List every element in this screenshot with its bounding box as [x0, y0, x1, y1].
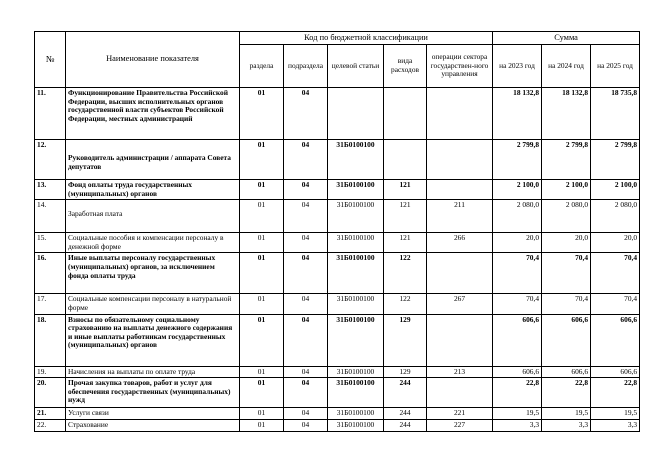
header-name: Наименование показателя — [66, 32, 240, 88]
row-target-item: 31Б0100100 — [328, 233, 384, 253]
row-podrazdel: 04 — [284, 140, 328, 180]
row-sum-2024: 606,6 — [542, 314, 591, 366]
header-razdela: раздела — [240, 45, 284, 88]
row-target-item — [328, 88, 384, 140]
header-vida-rashodov: вида расходов — [384, 45, 427, 88]
row-sum-2023: 606,6 — [493, 366, 542, 378]
header-sum: Сумма — [493, 32, 640, 45]
row-razdel: 01 — [240, 314, 284, 366]
row-podrazdel: 04 — [284, 200, 328, 233]
row-sum-2024: 2 100,0 — [542, 180, 591, 200]
header-budget-code: Код по бюджетной классификации — [240, 32, 493, 45]
row-sum-2025: 606,6 — [591, 314, 640, 366]
row-name: Социальные пособия и компенсации персоналу в денежной форме — [66, 233, 240, 253]
row-number: 14. — [35, 200, 66, 233]
row-kosgu — [427, 180, 493, 200]
row-sum-2023: 70,4 — [493, 294, 542, 314]
table-row — [35, 88, 640, 140]
row-podrazdel: 04 — [284, 420, 328, 432]
row-sum-2023: 2 100,0 — [493, 180, 542, 200]
header-operatsii: операции сектора государствен-ного управления — [427, 45, 493, 88]
row-expense-type: 129 — [384, 366, 427, 378]
table-row — [35, 180, 640, 200]
row-sum-2025: 20,0 — [591, 233, 640, 253]
row-target-item: 31Б0100100 — [328, 294, 384, 314]
row-number: 19. — [35, 366, 66, 378]
row-expense-type: 121 — [384, 233, 427, 253]
row-razdel: 01 — [240, 378, 284, 408]
header-podrazdela: подраздела — [284, 45, 328, 88]
header-2023: на 2023 год — [493, 45, 542, 88]
row-razdel: 01 — [240, 420, 284, 432]
row-sum-2025: 3,3 — [591, 420, 640, 432]
row-sum-2024: 606,6 — [542, 366, 591, 378]
row-sum-2024: 18 132,8 — [542, 88, 591, 140]
row-expense-type: 244 — [384, 408, 427, 420]
row-podrazdel: 04 — [284, 408, 328, 420]
row-expense-type — [384, 140, 427, 180]
row-podrazdel: 04 — [284, 378, 328, 408]
row-sum-2025: 2 799,8 — [591, 140, 640, 180]
row-podrazdel: 04 — [284, 314, 328, 366]
row-sum-2024: 70,4 — [542, 294, 591, 314]
row-number: 13. — [35, 180, 66, 200]
row-expense-type: 129 — [384, 314, 427, 366]
row-number: 22. — [35, 420, 66, 432]
row-podrazdel: 04 — [284, 233, 328, 253]
table-row — [35, 200, 640, 233]
table-row — [35, 233, 640, 253]
row-sum-2023: 70,4 — [493, 253, 542, 294]
row-expense-type: 122 — [384, 294, 427, 314]
row-name: Заработная плата — [66, 200, 240, 233]
row-kosgu: 213 — [427, 366, 493, 378]
row-kosgu: 266 — [427, 233, 493, 253]
row-name: Начисления на выплаты по оплате труда — [66, 366, 240, 378]
header-tselevoy-stati: целевой статьи — [328, 45, 384, 88]
table-row — [35, 140, 640, 180]
row-number: 17. — [35, 294, 66, 314]
row-razdel: 01 — [240, 200, 284, 233]
row-number: 18. — [35, 314, 66, 366]
row-sum-2025: 2 100,0 — [591, 180, 640, 200]
row-podrazdel: 04 — [284, 294, 328, 314]
row-kosgu: 211 — [427, 200, 493, 233]
row-sum-2024: 70,4 — [542, 253, 591, 294]
row-kosgu: 221 — [427, 408, 493, 420]
row-sum-2024: 2 799,8 — [542, 140, 591, 180]
row-target-item: 31Б0100100 — [328, 378, 384, 408]
row-name: Функционирование Правительства Российской Федерации, высших исполнительных органов государственной власти субъектов Российской Федерации, местных администраций — [66, 88, 240, 140]
row-kosgu — [427, 88, 493, 140]
row-razdel: 01 — [240, 366, 284, 378]
row-sum-2024: 3,3 — [542, 420, 591, 432]
row-expense-type: 244 — [384, 420, 427, 432]
row-razdel: 01 — [240, 294, 284, 314]
row-sum-2024: 19,5 — [542, 408, 591, 420]
table-row — [35, 366, 640, 378]
table-row — [35, 294, 640, 314]
table-body — [35, 88, 640, 432]
row-sum-2025: 606,6 — [591, 366, 640, 378]
row-expense-type: 122 — [384, 253, 427, 294]
row-kosgu — [427, 253, 493, 294]
row-target-item: 31Б0100100 — [328, 140, 384, 180]
row-sum-2025: 70,4 — [591, 294, 640, 314]
row-name: Фонд оплаты труда государственных (муниципальных) органов — [66, 180, 240, 200]
row-sum-2025: 2 080,0 — [591, 200, 640, 233]
row-razdel: 01 — [240, 140, 284, 180]
row-kosgu — [427, 140, 493, 180]
row-target-item: 31Б0100100 — [328, 253, 384, 294]
row-name: Услуги связи — [66, 408, 240, 420]
row-sum-2023: 606,6 — [493, 314, 542, 366]
row-name: Руководитель администрации / аппарата Совета депутатов — [66, 140, 240, 180]
row-razdel: 01 — [240, 180, 284, 200]
row-razdel: 01 — [240, 408, 284, 420]
row-razdel: 01 — [240, 233, 284, 253]
row-target-item: 31Б0100100 — [328, 408, 384, 420]
row-sum-2025: 19,5 — [591, 408, 640, 420]
row-number: 20. — [35, 378, 66, 408]
header-2024: на 2024 год — [542, 45, 591, 88]
table-row — [35, 408, 640, 420]
row-kosgu: 227 — [427, 420, 493, 432]
row-number: 11. — [35, 88, 66, 140]
row-expense-type: 121 — [384, 180, 427, 200]
row-number: 16. — [35, 253, 66, 294]
row-kosgu — [427, 378, 493, 408]
row-sum-2023: 20,0 — [493, 233, 542, 253]
row-sum-2025: 22,8 — [591, 378, 640, 408]
row-target-item: 31Б0100100 — [328, 314, 384, 366]
row-sum-2023: 22,8 — [493, 378, 542, 408]
table-row — [35, 314, 640, 366]
row-sum-2025: 70,4 — [591, 253, 640, 294]
row-target-item: 31Б0100100 — [328, 420, 384, 432]
row-name: Иные выплаты персоналу государственных (муниципальных) органов, за исключением фонда оплаты труда — [66, 253, 240, 294]
row-sum-2023: 2 799,8 — [493, 140, 542, 180]
row-name: Страхование — [66, 420, 240, 432]
row-sum-2024: 20,0 — [542, 233, 591, 253]
row-sum-2024: 2 080,0 — [542, 200, 591, 233]
row-number: 15. — [35, 233, 66, 253]
row-name: Прочая закупка товаров, работ и услуг для обеспечения государственных (муниципальных) нужд — [66, 378, 240, 408]
row-podrazdel: 04 — [284, 366, 328, 378]
row-razdel: 01 — [240, 88, 284, 140]
row-target-item: 31Б0100100 — [328, 366, 384, 378]
row-number: 21. — [35, 408, 66, 420]
row-razdel: 01 — [240, 253, 284, 294]
row-target-item: 31Б0100100 — [328, 200, 384, 233]
row-podrazdel: 04 — [284, 180, 328, 200]
row-expense-type: 244 — [384, 378, 427, 408]
row-number: 12. — [35, 140, 66, 180]
row-kosgu — [427, 314, 493, 366]
row-sum-2023: 19,5 — [493, 408, 542, 420]
row-sum-2023: 2 080,0 — [493, 200, 542, 233]
row-podrazdel: 04 — [284, 253, 328, 294]
row-sum-2024: 22,8 — [542, 378, 591, 408]
row-name: Социальные компенсации персоналу в натуральной форме — [66, 294, 240, 314]
row-expense-type: 121 — [384, 200, 427, 233]
table-row — [35, 420, 640, 432]
row-podrazdel: 04 — [284, 88, 328, 140]
row-kosgu: 267 — [427, 294, 493, 314]
header-2025: на 2025 год — [591, 45, 640, 88]
table-header — [35, 32, 640, 88]
row-expense-type — [384, 88, 427, 140]
table-row — [35, 253, 640, 294]
table-row — [35, 378, 640, 408]
row-name: Взносы по обязательному социальному страхованию на выплаты денежного содержания и иные выплаты работникам государственных (муниципальных) органов — [66, 314, 240, 366]
row-sum-2025: 18 735,8 — [591, 88, 640, 140]
row-target-item: 31Б0100100 — [328, 180, 384, 200]
header-no: № — [35, 32, 66, 88]
budget-table — [34, 31, 640, 432]
row-sum-2023: 18 132,8 — [493, 88, 542, 140]
row-sum-2023: 3,3 — [493, 420, 542, 432]
